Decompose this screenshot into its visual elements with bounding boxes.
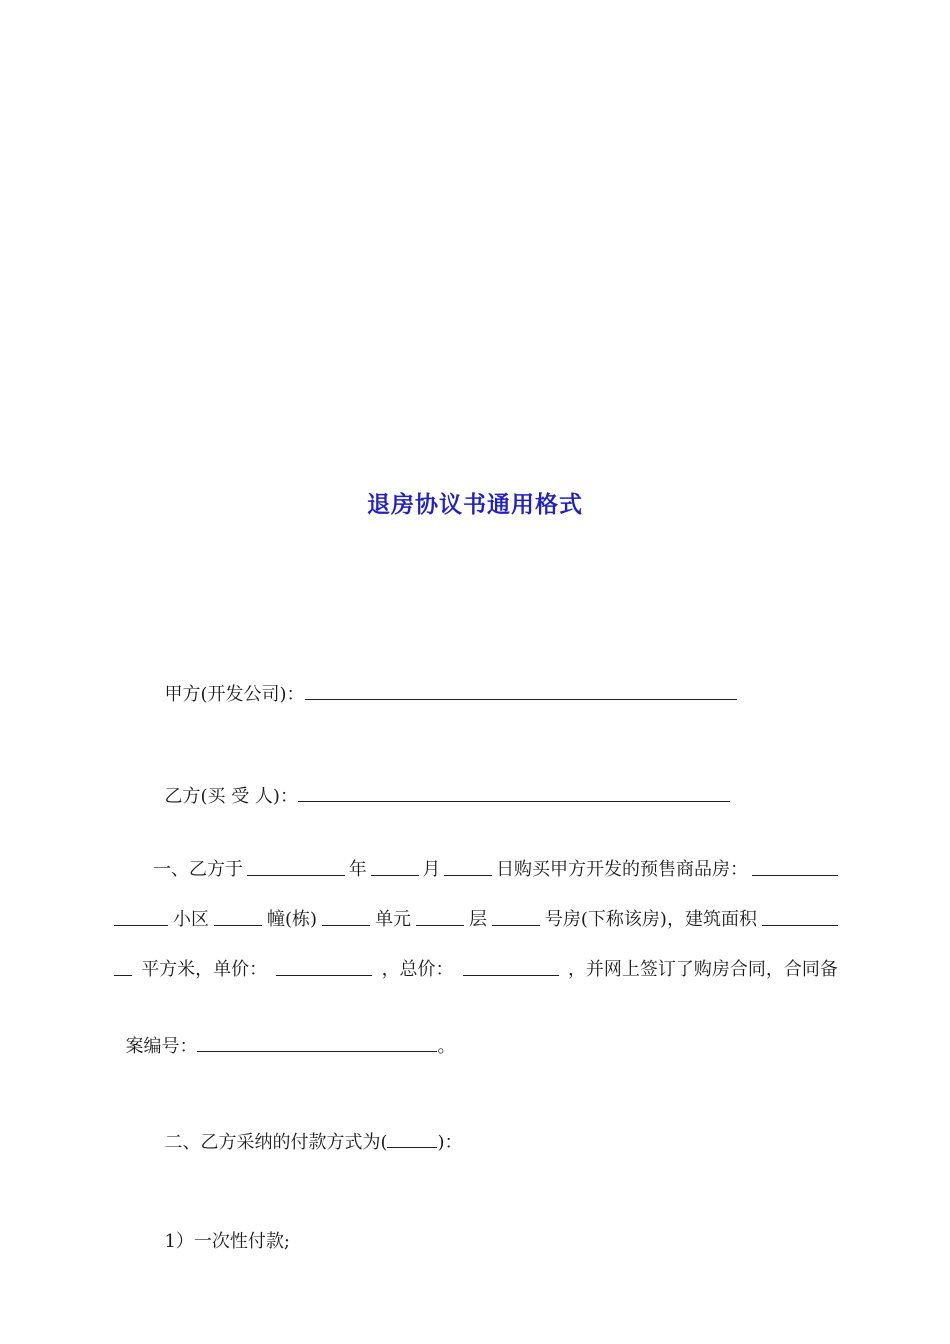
blank-room (492, 908, 540, 926)
blank-area (762, 908, 838, 926)
clause1-text: 层 (468, 909, 487, 930)
blank-year (247, 858, 345, 876)
blank-day (444, 858, 492, 876)
party-a-line (153, 658, 838, 707)
clause1-line2 (114, 908, 838, 932)
blank-building (214, 908, 262, 926)
clause1-text: 单元 (374, 909, 411, 930)
clause1-text: 幢(栋) (266, 909, 317, 930)
clause1-text: 案编号： (125, 1036, 198, 1057)
clause1-text: 平方米，单价： (141, 959, 268, 980)
clause1-text: 小区 (172, 909, 209, 930)
payment-option-1 (153, 1206, 838, 1254)
clause1-text: 号房(下称该房)，建筑面积 (544, 909, 757, 930)
clause1-line1 (153, 858, 838, 882)
clause1-text: 年 (348, 859, 367, 880)
clause1-line3 (114, 958, 838, 982)
blank-project-cont (114, 908, 168, 926)
blank-contract-number (197, 1034, 437, 1052)
clause2-text: )： (437, 1132, 463, 1153)
clause1-text: 。 (437, 1036, 456, 1057)
blank-unit (322, 908, 370, 926)
clause1-text: 日购买甲方开发的预售商品房： (496, 859, 749, 880)
clause2-line (153, 1106, 838, 1155)
clause2-text: 二、乙方采纳的付款方式为( (164, 1132, 388, 1153)
party-a-blank (305, 682, 737, 700)
blank-payment-method (387, 1130, 437, 1148)
clause1-line4 (114, 1010, 838, 1059)
blank-unit-price (276, 958, 372, 976)
party-b-line (153, 760, 838, 809)
blank-total-price (463, 958, 559, 976)
blank-project (752, 858, 838, 876)
document-title: 退房协议书通用格式 (367, 492, 583, 518)
payment-option-text: 1）一次性付款; (164, 1231, 290, 1252)
blank-floor (416, 908, 464, 926)
clause1-text: 月 (422, 859, 441, 880)
party-b-blank (298, 784, 730, 802)
party-b-label: 乙方(买 受 人)： (164, 786, 298, 807)
clause1-text: 一、乙方于 (153, 859, 243, 880)
party-a-label: 甲方(开发公司)： (164, 684, 305, 705)
blank-area-cont (114, 958, 132, 976)
clause1-text: ，并网上签订了购房合同，合同备 (567, 959, 838, 980)
blank-month (371, 858, 419, 876)
clause1-text: ，总价： (381, 959, 454, 980)
